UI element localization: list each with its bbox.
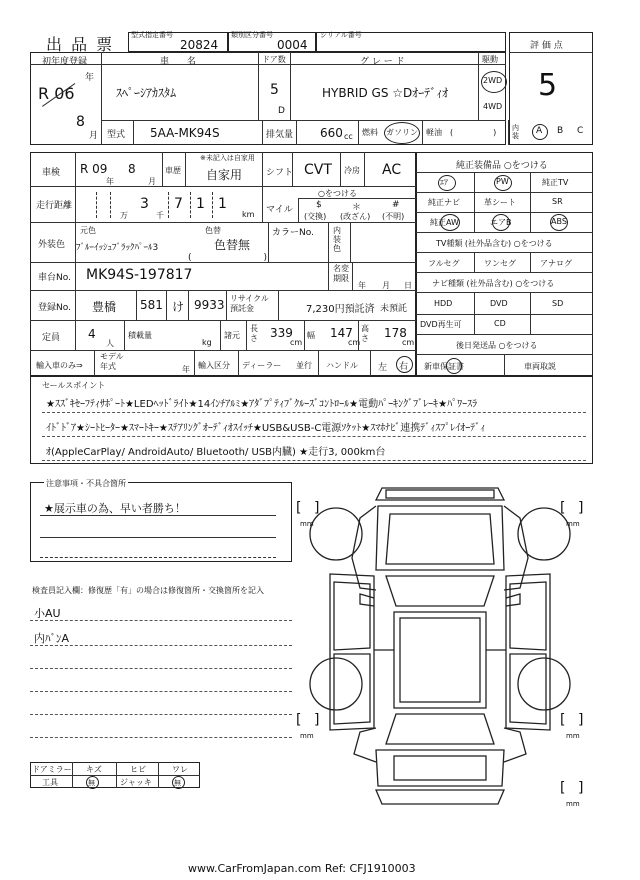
legend-crack: ヒビ — [130, 765, 146, 774]
grade-value: HYBRID GS ☆Dｵｰﾃﾞｨｵ — [322, 86, 449, 100]
navi-title: ナビ種類 (社外品含む) ○をつける — [432, 279, 555, 288]
mileage-unit-man: 万 — [120, 211, 128, 220]
length-unit: cm — [290, 338, 303, 347]
mile-circle-note: ○をつける — [318, 189, 357, 198]
doors-label: ドア数 — [262, 55, 286, 64]
tire-unit-spare: mm — [566, 800, 580, 808]
legend-jack: ジャッキ — [120, 778, 152, 787]
tire-bracket-fr-open: [ — [560, 500, 566, 516]
mile-exchange: $ — [316, 200, 322, 210]
model-year-unit: 年 — [182, 365, 190, 374]
legend-jack-value: 無 — [174, 779, 181, 787]
handle-label: ハンドル — [326, 361, 358, 370]
model-value: 5AA-MK94S — [150, 126, 220, 140]
inspection-value: R 09 — [80, 162, 108, 176]
first-reg-month: 8 — [76, 114, 85, 130]
mile-unknown-sub: (不明) — [382, 212, 405, 221]
tire-unit-fr: mm — [566, 520, 580, 528]
usage-note: ※未記入は自家用 — [200, 154, 255, 162]
name-change-day: 日 — [404, 281, 412, 290]
notes-label: 注意事項・不具合箇所 — [46, 479, 126, 488]
tire-bracket-fr-close: ] — [578, 500, 584, 516]
equipment-tv: 純正TV — [542, 178, 569, 187]
tv-fullseg: フルセグ — [428, 259, 460, 268]
drive-2wd: 2WD — [483, 76, 503, 85]
equipment-abs: ABS — [551, 217, 567, 226]
navi-hdd: HDD — [434, 299, 453, 308]
interior-c: C — [577, 126, 584, 136]
equipment-leather: 革シート — [484, 198, 516, 207]
handle-right: 右 — [399, 362, 409, 372]
inspection-month-suffix: 月 — [148, 177, 156, 186]
cc-label: 排気量 — [266, 130, 294, 140]
type-cert-label: 型式指定番号 — [131, 31, 173, 39]
doors-suffix: D — [278, 106, 285, 116]
color-no-label: カラーNo. — [272, 228, 314, 238]
capacity-label: 定員 — [42, 333, 61, 343]
height-value: 178 — [384, 326, 407, 340]
sales-line-1: ★ｽｽﾞｷｾｰﾌﾃｨｻﾎﾟｰﾄ★LEDﾍｯﾄﾞﾗｲﾄ★14ｲﾝﾁｱﾙﾐ★ｱﾀﾞﾌﾟﾃｨﾌﾞｸﾙｰｽﾞｺﾝﾄﾛｰﾙ★電動ﾊﾟｰｷﾝｸﾞﾌﾞﾚｰｷ★ﾊﾟﾜｰｽﾗ — [46, 399, 478, 410]
class-label: 類別区分番号 — [231, 31, 273, 39]
chassis-label: 車台No. — [38, 273, 71, 283]
interior-color-label: 内装色 — [333, 226, 341, 253]
fuel-light-oil: 軽油 — [426, 128, 442, 137]
sales-line-3: ｵ(AppleCarPlay/ AndroidAuto/ Bluetooth/ USB内臓) ★走行3, 000km台 — [46, 447, 386, 458]
interior-b: B — [557, 126, 564, 136]
equipment-airbag: エアB — [490, 218, 512, 227]
width-value: 147 — [330, 326, 353, 340]
model-year-label: モデル年式 — [100, 352, 124, 371]
reg-number: 9933 — [194, 298, 225, 312]
height-label: 高さ — [361, 324, 369, 343]
notes-box — [30, 482, 292, 562]
recycle-unpaid: 未預託 — [380, 304, 408, 314]
mileage-unit-km: km — [242, 210, 255, 219]
equipment-sr: SR — [552, 197, 563, 206]
recycle-value: 7,230円預託済 — [306, 304, 375, 315]
footer-watermark: www.CarFromJapan.com Ref: CFJ1910003 — [188, 862, 416, 875]
first-reg-year-suffix: 年 — [85, 73, 95, 83]
color-label: 外装色 — [38, 240, 66, 250]
mileage-label: 走行距離 — [36, 201, 73, 211]
mileage-unit-sen: 千 — [156, 211, 164, 220]
reg-place: 豊橋 — [92, 300, 117, 314]
serial-label: シリアル番号 — [320, 31, 362, 39]
navi-cd: CD — [494, 319, 506, 328]
later-manual: 車両取説 — [524, 362, 556, 371]
first-reg-era: R 06 — [38, 84, 75, 103]
mile-tamper-sub: (改ざん) — [340, 212, 371, 221]
shift-value: CVT — [304, 162, 332, 178]
recycle-label: リサイクル預託金 — [230, 294, 269, 313]
parallel-option: 並行 — [296, 361, 312, 370]
tire-bracket-fl-open: [ — [296, 500, 302, 516]
height-unit: cm — [402, 338, 415, 347]
car-name-label: 車 名 — [160, 57, 197, 67]
mileage-digit-3: 1 — [196, 196, 205, 212]
mileage-digit-2: 7 — [174, 196, 183, 212]
equipment-aircon: ｴｱ — [440, 178, 448, 187]
tire-bracket-rr-close: ] — [578, 712, 584, 728]
color-paren: ( ) — [188, 253, 268, 263]
legend-tools-value: 無 — [88, 779, 95, 787]
usage-label: 車歴 — [165, 166, 181, 175]
cc-value: 660 — [320, 126, 343, 140]
tire-unit-fl: mm — [300, 520, 314, 528]
drive-4wd: 4WD — [483, 102, 503, 111]
score-value: 5 — [538, 68, 558, 103]
tire-bracket-spare-open: [ — [560, 780, 566, 796]
color-change-label: 色替 — [205, 226, 221, 235]
plate-label: 諸元 — [224, 331, 240, 340]
tv-oneseg: ワンセグ — [484, 259, 516, 268]
legend-break: ワレ — [172, 765, 188, 774]
name-change-label: 名変期限 — [333, 264, 349, 283]
mile-label: マイル — [266, 205, 293, 215]
cc-unit: cc — [344, 132, 353, 141]
sheet-title: 出 品 票 — [46, 35, 115, 54]
tire-bracket-rl-open: [ — [296, 712, 302, 728]
mile-tamper: ＊ — [352, 203, 362, 213]
score-label: 評 価 点 — [530, 41, 563, 51]
load-unit: kg — [202, 338, 212, 347]
legend-door-mirror: ドアミラー — [32, 765, 72, 774]
usage-value: 自家用 — [206, 168, 243, 182]
later-title: 後日発送品 ○をつける — [456, 341, 538, 350]
mile-unknown: # — [392, 200, 400, 210]
length-value: 339 — [270, 326, 293, 340]
grade-label: グ レ ー ド — [360, 57, 405, 67]
capacity-value: 4 — [88, 327, 96, 341]
sales-label: セールスポイント — [42, 381, 106, 390]
fuel-gasoline: ガソリン — [386, 128, 418, 137]
ac-label: 冷房 — [344, 166, 360, 175]
tire-bracket-fl-close: ] — [314, 500, 320, 516]
drive-label: 駆動 — [482, 55, 498, 64]
reg-class: 581 — [140, 298, 163, 312]
inspection-label: 車検 — [42, 168, 61, 178]
legend-tools: 工具 — [42, 778, 58, 787]
dealer-option: ディーラー — [242, 361, 282, 370]
reg-kana: け — [172, 300, 185, 314]
mileage-digit-4: 1 — [218, 196, 227, 212]
fuel-label: 燃料 — [362, 128, 378, 137]
chassis-value: MK94S-197817 — [86, 267, 193, 283]
car-diagram — [290, 478, 590, 818]
tire-bracket-rl-close: ] — [314, 712, 320, 728]
width-label: 幅 — [307, 331, 315, 340]
import-label: 輸入車のみ⇒ — [36, 361, 83, 370]
ac-value: AC — [382, 162, 402, 178]
color-original-label: 元色 — [80, 226, 96, 235]
tv-analog: アナログ — [540, 259, 572, 268]
inspector-line-2: 内ﾊﾞﾝA — [34, 632, 70, 645]
reg-label: 登録No. — [38, 303, 71, 313]
class-value: 0004 — [277, 38, 308, 52]
model-label: 型式 — [107, 130, 126, 140]
mile-exchange-sub: (交換) — [304, 212, 327, 221]
navi-dvd: DVD — [490, 299, 508, 308]
first-reg-label: 初年度登録 — [42, 57, 88, 67]
equipment-title: 純正装備品 ○をつける — [456, 161, 548, 171]
sales-line-2: ｲﾄﾞﾄﾞｱ★ｼｰﾄﾋｰﾀｰ★ｽﾏｰﾄｷｰ★ｽﾃｱﾘﾝｸﾞｵｰﾃﾞｨｵｽｲｯﾁ★USB&USB-C電源ｿｹｯﾄ★ｽﾏﾎﾅﾋﾞ連携ﾃﾞｨｽﾌﾟﾚｲｵｰﾃﾞｨ — [46, 423, 486, 434]
doors-value: 5 — [270, 82, 279, 98]
inspection-month: 8 — [128, 162, 136, 176]
width-unit: cm — [348, 338, 361, 347]
inspection-year: 年 — [106, 177, 114, 186]
first-reg-month-suffix: 月 — [89, 131, 99, 141]
handle-left: 左 — [378, 363, 388, 373]
equipment-aw: 純正AW — [430, 218, 459, 227]
color-value: ﾌﾞﾙｰｲｯｼｭﾌﾞﾗｯｸﾊﾟｰﾙ3 — [76, 243, 159, 253]
tire-unit-rl: mm — [300, 732, 314, 740]
legend-scratch: キズ — [86, 765, 102, 774]
load-label: 積載量 — [128, 331, 152, 340]
inspector-label: 検査員記入欄：修復歴「有」の場合は修復箇所・交換箇所を記入 — [32, 586, 264, 595]
tire-bracket-rr-open: [ — [560, 712, 566, 728]
inspector-line-1: 小AU — [34, 607, 61, 620]
interior-a: A — [536, 126, 543, 136]
interior-label: 内装 — [512, 124, 519, 140]
fuel-paren: ( ) — [450, 128, 497, 137]
equipment-pw: PW — [496, 177, 509, 186]
length-label: 長さ — [250, 324, 258, 343]
navi-sd: SD — [552, 299, 564, 308]
tire-bracket-spare-close: ] — [578, 780, 584, 796]
mileage-digit-1: 3 — [140, 196, 149, 212]
import-class-label: 輸入区分 — [198, 361, 230, 370]
capacity-unit: 人 — [106, 339, 114, 348]
later-warranty: 新車保証書 — [424, 362, 464, 371]
car-name-value: ｽﾍﾟｰｼｱｶｽﾀﾑ — [116, 86, 177, 100]
type-cert-value: 20824 — [180, 38, 219, 52]
tire-unit-rr: mm — [566, 732, 580, 740]
equipment-navi: 純正ナビ — [428, 198, 460, 207]
color-change-value: 色替無 — [214, 238, 251, 252]
tv-title: TV種類 (社外品含む) ○をつける — [436, 239, 553, 248]
name-change-month: 月 — [382, 281, 390, 290]
name-change-year: 年 — [358, 281, 366, 290]
shift-label: シフト — [266, 168, 294, 178]
navi-dvd-play: DVD再生可 — [420, 320, 462, 329]
notes-line-1: ★展示車の為、早い者勝ち！ — [44, 502, 186, 515]
